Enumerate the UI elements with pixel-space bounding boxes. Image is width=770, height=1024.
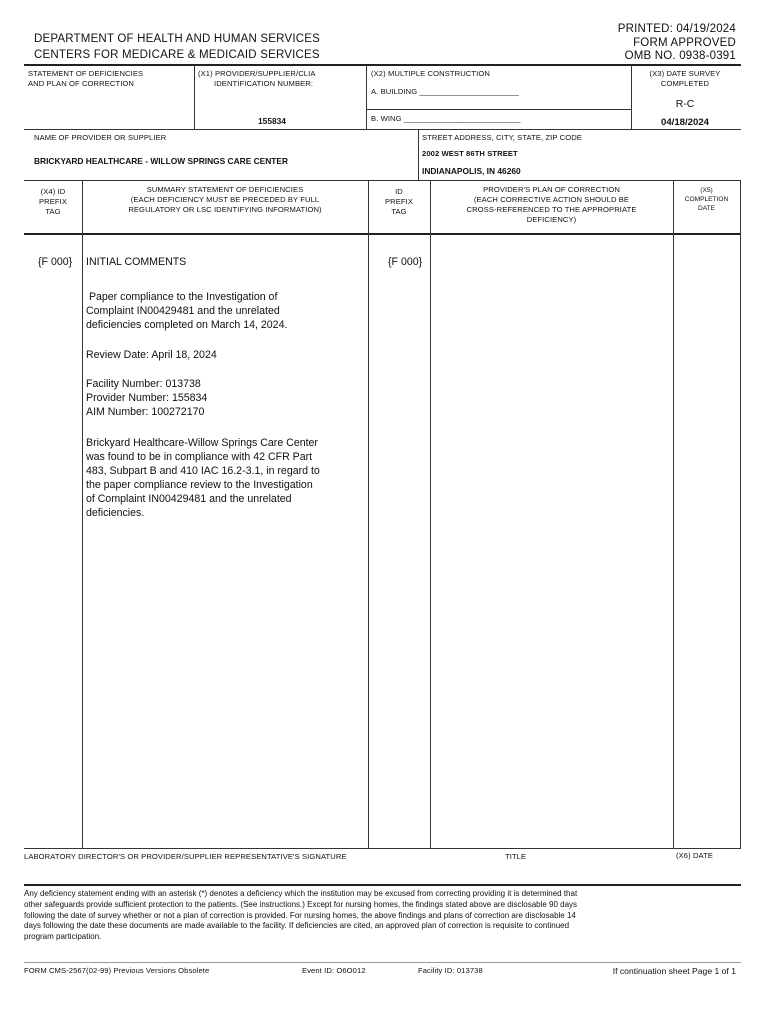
x3-date: 04/18/2024 [660, 117, 709, 128]
x5-header-1: (X5) [700, 187, 713, 194]
x1-label-1: (X1) PROVIDER/SUPPLIER/CLIA [198, 69, 316, 78]
facility-number: Facility Number: 013738 [86, 378, 201, 390]
divider [366, 65, 367, 129]
divider [194, 65, 195, 129]
divider [24, 884, 741, 886]
x1-label-2: IDENTIFICATION NUMBER: [214, 79, 314, 88]
provider-name-label: NAME OF PROVIDER OR SUPPLIER [34, 133, 167, 142]
top-border [24, 64, 741, 66]
divider [24, 962, 741, 963]
signature-label: LABORATORY DIRECTOR'S OR PROVIDER/SUPPLIER REPRESENTATIVE'S SIGNATURE [24, 852, 347, 861]
x3-label-2: COMPLETED [660, 79, 710, 88]
x3-code: R-C [675, 99, 695, 110]
paragraph-line: Paper compliance to the Investigation of [86, 291, 278, 303]
form-approved: FORM APPROVED [633, 37, 736, 49]
title-label: TITLE [505, 852, 527, 861]
x3-label-1: (X3) DATE SURVEY [649, 69, 721, 78]
address-label: STREET ADDRESS, CITY, STATE, ZIP CODE [422, 133, 582, 142]
divider [418, 130, 419, 180]
x4-header-2: PREFIX [38, 197, 68, 206]
paragraph-line: the paper compliance review to the Investigation [86, 479, 313, 491]
statement-label-1: STATEMENT OF DEFICIENCIES [28, 69, 144, 78]
divider [367, 109, 631, 110]
initial-comments-heading: INITIAL COMMENTS [86, 256, 187, 268]
address-line-1: 2002 WEST 86TH STREET [422, 149, 518, 158]
paragraph-line: of Complaint IN00429481 and the unrelated [86, 493, 292, 505]
disclaimer-line: Any deficiency statement ending with an asterisk (*) denotes a deficiency which the institution may be excused from correcting providing it is determined that [24, 889, 578, 898]
department-line-2: CENTERS FOR MEDICARE & MEDICAID SERVICES [34, 49, 320, 61]
summary-header-3: REGULATORY OR LSC IDENTIFYING INFORMATION) [128, 205, 322, 214]
divider [740, 181, 741, 848]
continuation-sheet: If continuation sheet Page 1 of 1 [612, 966, 736, 976]
facility-id: Facility ID: 013738 [418, 966, 483, 975]
disclaimer-line: following the date of survey whether or not a plan of correction is provided. For nursing homes, the above findings and plans of correction are disclosable 14 [24, 910, 576, 920]
divider [82, 181, 83, 848]
form-number: FORM CMS-2567(02-99) Previous Versions Obsolete [24, 966, 210, 975]
divider [430, 181, 431, 848]
plan-header-3: CROSS-REFERENCED TO THE APPROPRIATE [466, 205, 637, 214]
id-header-3: TAG [391, 207, 407, 216]
divider [24, 233, 741, 235]
paragraph-line: was found to be in compliance with 42 CFR Part [86, 451, 313, 463]
paragraph-line: Brickyard Healthcare-Willow Springs Care Center [86, 437, 318, 449]
aim-number: AIM Number: 100272170 [86, 406, 205, 418]
divider [24, 180, 741, 181]
right-tag: {F 000} [388, 256, 423, 268]
summary-header-2: (EACH DEFICIENCY MUST BE PRECEDED BY FULL [130, 195, 320, 204]
id-header-1: ID [395, 187, 403, 196]
x5-header-3: DATE [697, 205, 716, 212]
x6-date-label: (X6) DATE [676, 851, 714, 860]
summary-header-1: SUMMARY STATEMENT OF DEFICIENCIES [146, 185, 304, 194]
x4-header-1: (X4) ID [40, 187, 66, 196]
divider [24, 848, 741, 849]
omb-number: OMB NO. 0938-0391 [624, 50, 736, 62]
provider-number: Provider Number: 155834 [86, 392, 208, 404]
paragraph-line: deficiencies. [86, 507, 145, 519]
provider-name: BRICKYARD HEALTHCARE - WILLOW SPRINGS CARE CENTER [34, 156, 289, 166]
event-id: Event ID: O6O012 [302, 966, 366, 975]
paragraph-line: Complaint IN00429481 and the unrelated [86, 305, 280, 317]
department-line-1: DEPARTMENT OF HEALTH AND HUMAN SERVICES [34, 33, 320, 45]
disclaimer-line: other safeguards provide sufficient protection to the patients. (See instructions.) Except for nursing homes, the findings stated above are disclosable 90 days [24, 899, 578, 909]
divider [673, 181, 674, 848]
divider [368, 181, 369, 848]
plan-header-4: DEFICIENCY) [526, 215, 577, 224]
plan-header-2: (EACH CORRECTIVE ACTION SHOULD BE [473, 195, 630, 204]
disclaimer-text [24, 889, 577, 943]
id-header-2: PREFIX [384, 197, 414, 206]
review-date: Review Date: April 18, 2024 [86, 349, 217, 361]
x1-provider-number: 155834 [258, 116, 286, 126]
paragraph-line: 483, Subpart B and 410 IAC 16.2-3.1, in regard to [86, 465, 320, 477]
divider [740, 65, 741, 66]
x2-label: (X2) MULTIPLE CONSTRUCTION [371, 69, 490, 78]
address-line-2: INDIANAPOLIS, IN 46260 [422, 166, 521, 176]
x5-header-2: COMPLETION [684, 196, 729, 203]
paragraph-line: deficiencies completed on March 14, 2024. [86, 319, 288, 331]
left-tag: {F 000} [38, 256, 73, 268]
plan-header-1: PROVIDER'S PLAN OF CORRECTION [483, 185, 620, 194]
building-label: A. BUILDING _______________________ [371, 87, 519, 96]
wing-label: B. WING ___________________________ [371, 114, 521, 123]
disclaimer-line: program participation. [24, 932, 102, 942]
printed-date: PRINTED: 04/19/2024 [617, 23, 736, 35]
statement-label-2: AND PLAN OF CORRECTION [28, 79, 134, 88]
divider [24, 129, 741, 130]
x4-header-3: TAG [45, 207, 61, 216]
disclaimer-line: days following the date these documents are made available to the facility. If deficiencies are cited, an approved plan of correction is requisite to continued [24, 921, 570, 931]
